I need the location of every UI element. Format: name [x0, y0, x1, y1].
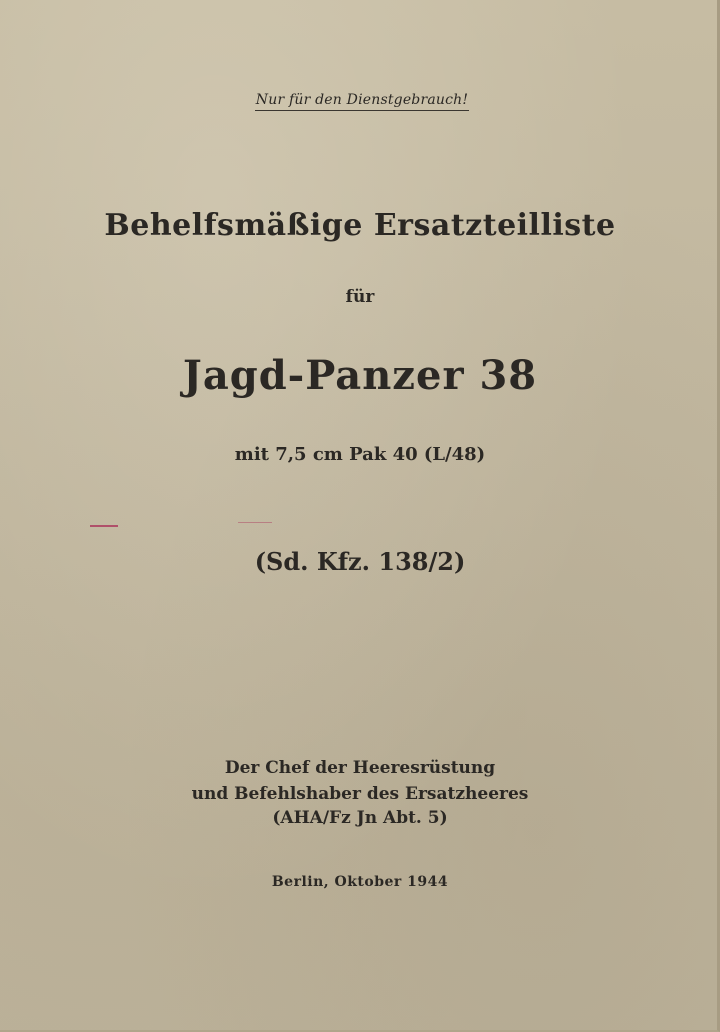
pencil-mark-faint: [238, 522, 272, 523]
document-title: Behelfsmäßige Ersatzteilliste: [104, 208, 616, 243]
restriction-note: Nur für den Dienstgebrauch!: [255, 92, 469, 111]
issuer-line-1: Der Chef der Heeresrüstung: [224, 758, 496, 778]
issuer-line-3: (AHA/Fz Jn Abt. 5): [272, 808, 448, 828]
place-and-date: Berlin, Oktober 1944: [271, 874, 449, 890]
vehicle-designation: (Sd. Kfz. 138/2): [254, 547, 466, 576]
armament-line: mit 7,5 cm Pak 40 (L/48): [234, 444, 486, 465]
pencil-mark: [90, 525, 118, 527]
title-preposition: für: [345, 287, 375, 307]
issuer-line-2: und Befehlshaber des Ersatzheeres: [191, 784, 529, 804]
vehicle-name: Jagd-Panzer 38: [182, 352, 538, 399]
